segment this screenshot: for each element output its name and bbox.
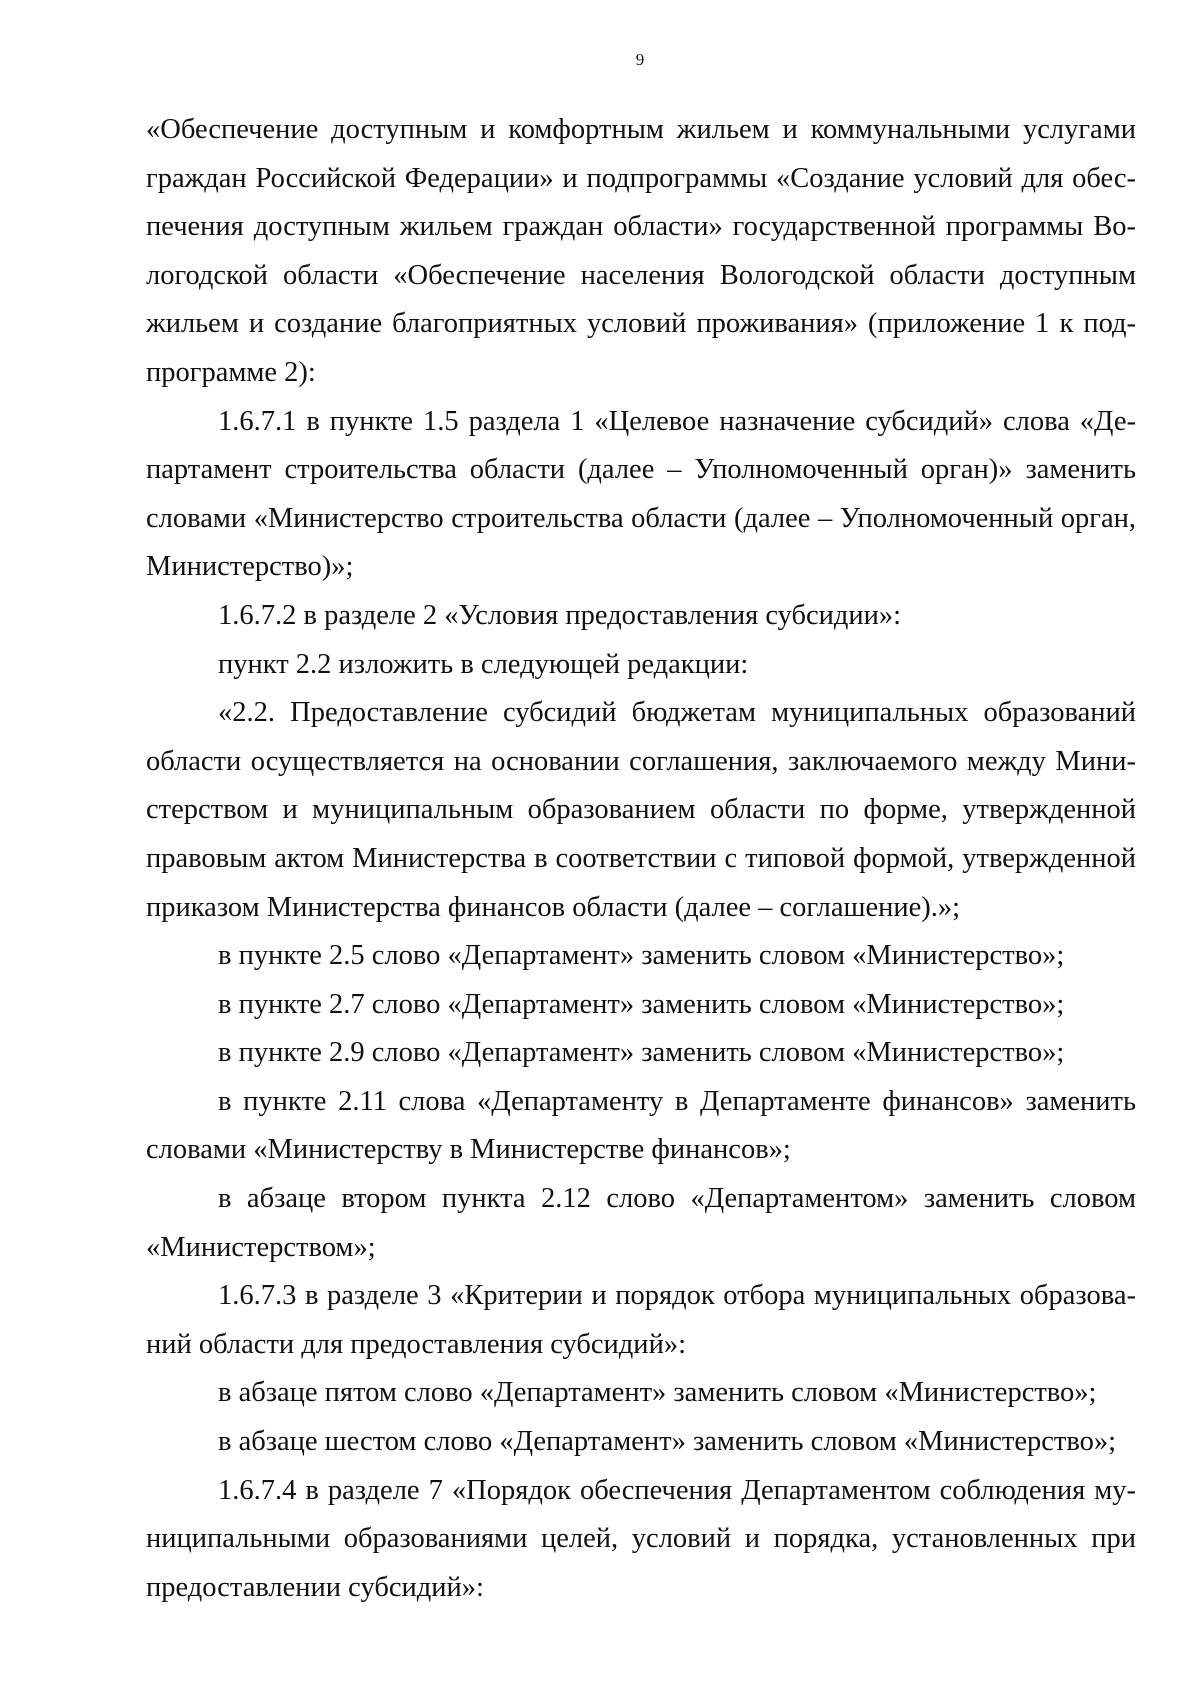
text-line: в абзаце пятом слово «Департамент» заменить словом «Министерство»; — [218, 1377, 1097, 1409]
text-line: словами «Министерству в Министерстве финансов»; — [146, 1134, 791, 1166]
text-line: приказом Министерства финансов области (далее – соглашение).»; — [146, 891, 961, 923]
text-line: 1.6.7.1 в пункте 1.5 раздела 1 «Целевое назначение субсидий» слова «Де- — [218, 405, 1136, 437]
text-line: ниципальными образованиями целей, условий и порядка, установленных при — [146, 1523, 1136, 1555]
text-line: «Министерством»; — [146, 1231, 376, 1263]
text-line: пункт 2.2 изложить в следующей редакции: — [218, 648, 749, 680]
text-line: области осуществляется на основании соглашения, заключаемого между Мини- — [146, 745, 1136, 777]
text-line: 1.6.7.3 в разделе 3 «Критерии и порядок отбора муниципальных образова- — [218, 1280, 1136, 1312]
text-line: программе 2): — [146, 356, 316, 388]
text-line: в абзаце шестом слово «Департамент» заменить словом «Министерство»; — [218, 1426, 1117, 1458]
text-line: в пункте 2.7 слово «Департамент» заменить словом «Министерство»; — [218, 988, 1065, 1020]
text-line: 1.6.7.4 в разделе 7 «Порядок обеспечения Департаментом соблюдения му- — [218, 1474, 1136, 1506]
text-line: печения доступным жильем граждан области» государственной программы Во- — [146, 211, 1136, 243]
text-line: в абзаце втором пункта 2.12 слово «Департаментом» заменить словом — [218, 1183, 1136, 1215]
text-line: партамент строительства области (далее – Уполномоченный орган)» заменить — [146, 454, 1136, 486]
text-line: 1.6.7.2 в разделе 2 «Условия предоставления субсидии»: — [218, 599, 902, 631]
text-line: в пункте 2.5 слово «Департамент» заменить словом «Министерство»; — [218, 940, 1065, 972]
text-line: «Обеспечение доступным и комфортным жильем и коммунальными услугами — [146, 114, 1136, 145]
text-line: словами «Министерство строительства области (далее – Уполномоченный орган, — [146, 502, 1136, 534]
page-number: 9 — [635, 50, 645, 69]
text-line: в пункте 2.9 слово «Департамент» заменить словом «Министерство»; — [218, 1037, 1065, 1069]
document-body — [146, 106, 1136, 1612]
text-line: правовым актом Министерства в соответствии с типовой формой, утвержденной — [146, 842, 1136, 874]
text-line: в пункте 2.11 слова «Департаменту в Департаменте финансов» заменить — [218, 1085, 1136, 1117]
text-line: Министерство)»; — [146, 551, 354, 583]
text-line: предоставлении субсидий»: — [146, 1571, 484, 1603]
text-line: логодской области «Обеспечение населения Вологодской области доступным — [146, 259, 1136, 291]
text-line: стерством и муниципальным образованием области по форме, утвержденной — [146, 794, 1136, 826]
text-line: жильем и создание благоприятных условий проживания» (приложение 1 к под- — [146, 308, 1136, 340]
text-line: «2.2. Предоставление субсидий бюджетам муниципальных образований — [218, 697, 1136, 729]
text-line: граждан Российской Федерации» и подпрограммы «Создание условий для обес- — [146, 162, 1136, 194]
text-line: ний области для предоставления субсидий»: — [146, 1328, 686, 1360]
